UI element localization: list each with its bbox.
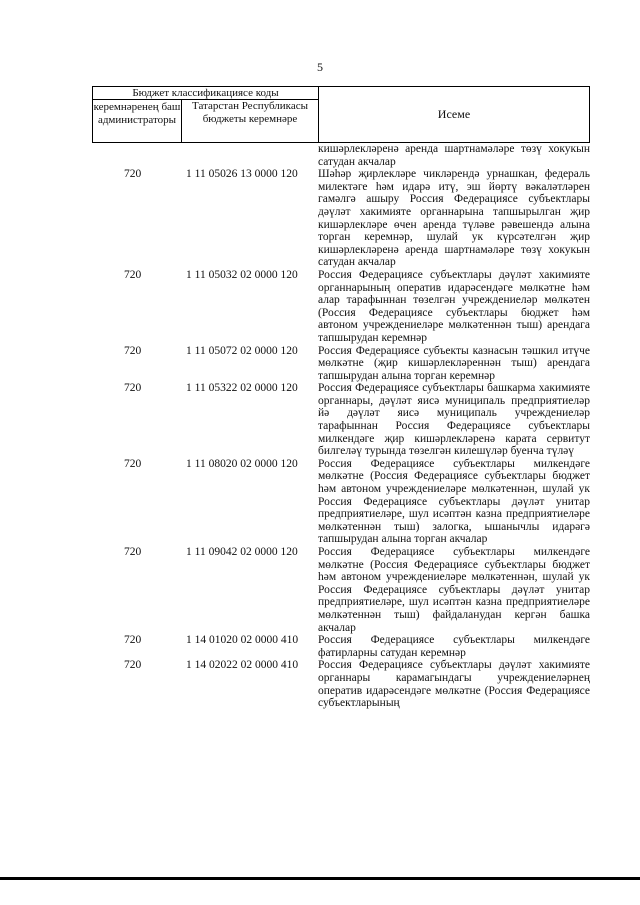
table-row	[92, 345, 590, 383]
admin-code: 720	[124, 268, 142, 281]
table-body	[92, 143, 590, 710]
table-row	[92, 634, 590, 659]
table-row	[92, 546, 590, 634]
row-name: Шәһәр җирлекләре чикләрендә урнашкан, федераль милектәге һәм идарә итү, эш йөртү вәкаләтләрен гамәлгә ашыру Россия Федерациясе субъектлары дәүләт хакимияте органнарына тапшырылган җир кишәрлекләре өчен аренда түләве рәвешендә алына торган керемнәр, шулай ук күрсәтелгән җир кишәрлекләренә аренда шартнамәләре төзү хокукын сатудан акчалар	[318, 168, 590, 269]
budget-code: 1 14 01020 02 0000 410	[186, 634, 299, 647]
table-row	[92, 168, 590, 269]
row-name: Россия Федерациясе субъекты казнасын тәшкил итүче мөлкәтне (җир кишәрлекләреннән тыш) арендага тапшырудан алына торган керемнәр	[318, 344, 590, 382]
admin-code: 720	[124, 168, 142, 181]
budget-code: 1 14 02022 02 0000 410	[186, 659, 299, 672]
row-name: кишәрлекләренә аренда шартнамәләре төзү хокукын сатудан акчалар	[318, 143, 590, 168]
row-name: Россия Федерациясе субъектлары милкендәге мөлкәтне (Россия Федерациясе субъектлары бюджет һәм автоном учреждениеләре мөлкәтеннән, шулай ук Россия Федерациясе субъектлары дәүләт унитар предприятиеләре, шул исәптән казна предприятиеләре мөлкәтеннән тыш) залогка, ышанычлы идарәгә тапшырудан алына торган акчалар	[318, 457, 590, 546]
page-number: 5	[317, 60, 323, 74]
tatarstan-column-heading: Татарстан Республикасы бюджеты керемнәре	[192, 100, 308, 125]
table-header	[92, 86, 590, 143]
row-name: Россия Федерациясе субъектлары милкендәге мөлкәтне (Россия Федерациясе субъектлары бюджет һәм автоном учреждениеләре мөлкәтеннән, шулай ук Россия Федерациясе субъектлары дәүләт унитар предприятиеләре, шул исәптән казна предприятиеләре мөлкәтеннән тыш) файдаланудан кергән башка акчалар	[318, 546, 590, 634]
table-row	[92, 269, 590, 345]
table-row	[92, 458, 590, 546]
budget-code: 1 11 08020 02 0000 120	[186, 457, 298, 470]
admin-code: 720	[124, 634, 142, 647]
budget-code: 1 11 09042 02 0000 120	[186, 546, 298, 558]
budget-code: 1 11 05026 13 0000 120	[186, 168, 298, 181]
budget-code: 1 11 05322 02 0000 120	[186, 382, 298, 395]
row-name: Россия Федерациясе субъектлары дәүләт хакимияте органнары карамагындагы учреждениеләрнең оператив идарәсендәге мөлкәтне (Россия Федерациясе субъектларының	[318, 659, 590, 710]
budget-code: 1 11 05072 02 0000 120	[186, 344, 298, 357]
row-name: Россия Федерациясе субъектлары башкарма хакимияте органнары, дәүләт яисә муниципаль предприятиеләр йә дәүләт яисә муниципаль учреждениеләр тарафыннан Россия Федерациясе субъектлары милкендәге җир кишәрлекләренә карата сервитут билгеләү турында төзелгән килешүләр буенча түләү	[318, 382, 590, 458]
admin-column-heading: керемнәренең баш администраторы	[93, 101, 181, 126]
admin-code: 720	[124, 457, 142, 470]
scan-bottom-border	[0, 877, 640, 880]
admin-code: 720	[124, 546, 142, 558]
budget-codes-heading: Бюджет классификациясе коды	[132, 87, 279, 99]
name-column-heading: Исеме	[437, 107, 471, 121]
table-row	[92, 143, 590, 168]
row-name: Россия Федерациясе субъектлары милкендәге фатирларны сатудан керемнәр	[318, 634, 590, 659]
admin-code: 720	[124, 659, 142, 672]
table-row	[92, 382, 590, 458]
budget-code: 1 11 05032 02 0000 120	[186, 268, 298, 281]
row-name: Россия Федерациясе субъектлары дәүләт хакимияте органнарының оператив идарәсендәге мөлкәтне һәм алар тарафыннан төзелгән учреждениеләр мөлкәтен (Россия Федерациясе субъектлары бюджет һәм автоном учреждениеләре мөлкәтеннән тыш) арендага тапшырудан керемнәр	[318, 268, 590, 344]
table-row	[92, 659, 590, 709]
admin-code: 720	[124, 382, 142, 395]
admin-code: 720	[124, 344, 142, 357]
